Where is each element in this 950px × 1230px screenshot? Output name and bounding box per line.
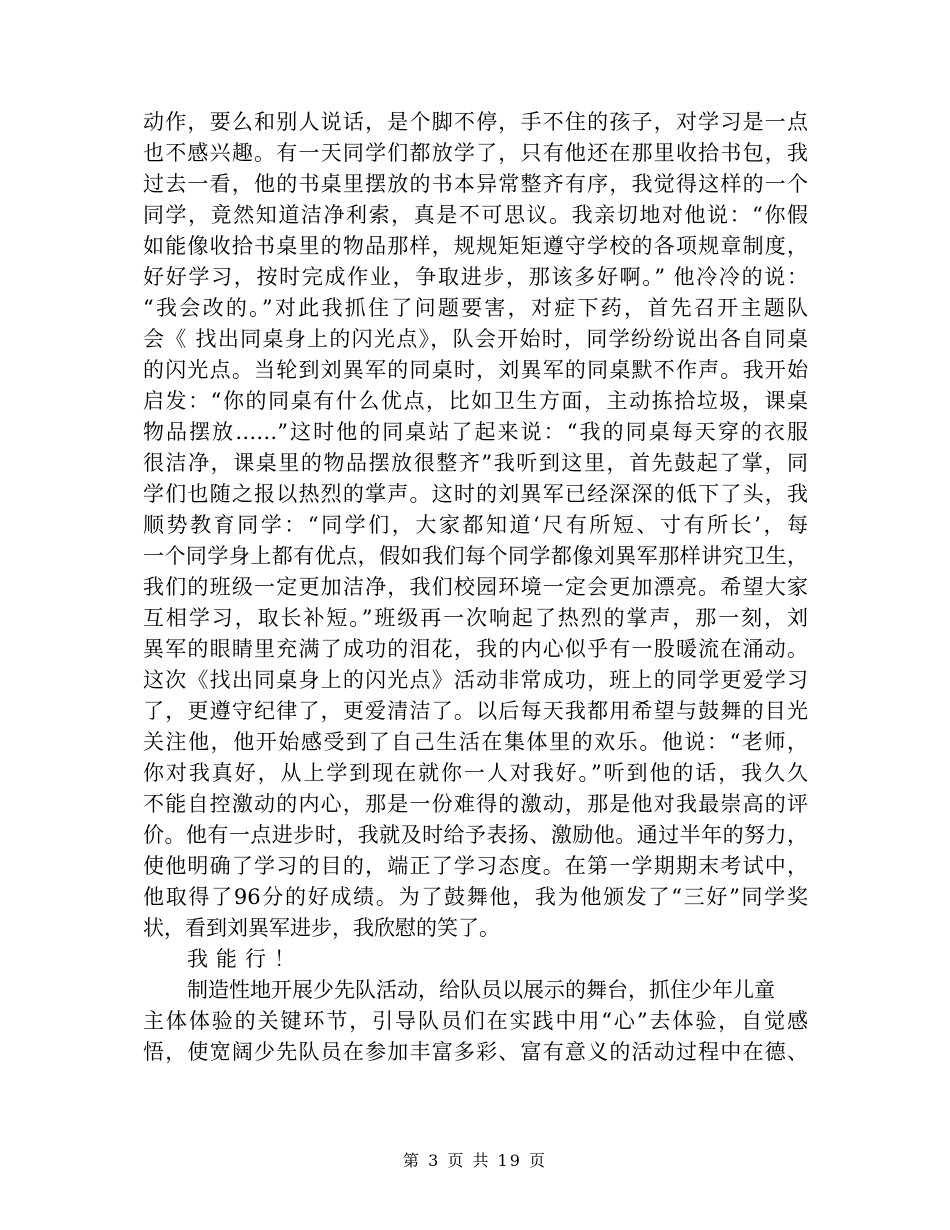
text-line: 也不感兴趣。有一天同学们都放学了，只有他还在那里收拾书包，我 (143, 141, 808, 165)
text-line: 很洁净，课桌里的物品摆放很整齐”我听到这里，首先鼓起了掌，同 (143, 451, 808, 475)
text-line: 这次《找出同桌身上的闪光点》活动非常成功，班上的同学更爱学习 (143, 668, 808, 692)
section-heading: 我能行！ (187, 947, 303, 971)
text-line: 他取得了96分的好成绩。为了鼓舞他，我为他颁发了“三好”同学奖 (143, 885, 808, 909)
text-line: 了，更遵守纪律了，更爱清洁了。以后每天我都用希望与鼓舞的目光 (143, 699, 808, 723)
text-line: 关注他，他开始感受到了自己生活在集体里的欢乐。他说：“老师， (143, 730, 808, 754)
text-line: 价。他有一点进步时，我就及时给予表扬、激励他。通过半年的努力， (143, 823, 808, 847)
text-line: 你对我真好，从上学到现在就你一人对我好。”听到他的话，我久久 (143, 761, 808, 785)
text-line: 不能自控激动的内心，那是一份难得的激动，那是他对我最崇高的评 (143, 792, 808, 816)
text-line: 同学，竟然知道洁净利索，真是不可思议。我亲切地对他说：“你假 (143, 203, 808, 227)
body-text (143, 107, 808, 1068)
text-line: 动作，要么和别人说话，是个脚不停，手不住的孩子，对学习是一点 (143, 110, 808, 134)
paragraph-first-line: 制造性地开展少先队活动，给队员以展示的舞台，抓住少年儿童 (187, 978, 775, 1002)
page-number-footer: 第 3 页 共 19 页 (403, 1151, 547, 1170)
text-line: 互相学习，取长补短。”班级再一次响起了热烈的掌声，那一刻，刘 (143, 606, 808, 630)
text-line: “我会改的。”对此我抓住了问题要害，对症下药，首先召开主题队 (143, 296, 808, 320)
text-line: 启发：“你的同桌有什么优点，比如卫生方面，主动拣拾垃圾，课桌 (143, 389, 808, 413)
text-line: 会《 找出同桌身上的闪光点》，队会开始时，同学纷纷说出各自同桌 (143, 327, 808, 351)
text-line: 如能像收拾书桌里的物品那样，规规矩矩遵守学校的各项规章制度， (143, 234, 808, 258)
text-line: 一个同学身上都有优点，假如我们每个同学都像刘異军那样讲究卫生， (143, 544, 808, 568)
text-line: 物品摆放……”这时他的同桌站了起来说：“我的同桌每天穿的衣服 (143, 420, 808, 444)
text-line: 使他明确了学习的目的，端正了学习态度。在第一学期期末考试中， (143, 854, 808, 878)
text-line: 状，看到刘異军进步，我欣慰的笑了。 (143, 916, 500, 940)
text-line: 好好学习，按时完成作业，争取进步，那该多好啊。” 他冷冷的说： (143, 265, 808, 289)
text-line: 过去一看，他的书桌里摆放的书本异常整齐有序，我觉得这样的一个 (143, 172, 808, 196)
text-line: 我们的班级一定更加洁净，我们校园环境一定会更加漂亮。希望大家 (143, 575, 808, 599)
text-line: 主体体验的关键环节，引导队员们在实践中用“心”去体验，自觉感 (143, 1009, 808, 1033)
text-line: 的闪光点。当轮到刘異军的同桌时，刘異军的同桌默不作声。我开始 (143, 358, 808, 382)
text-line: 悟，使宽阔少先队员在参加丰富多彩、富有意义的活动过程中在德、 (143, 1040, 808, 1064)
text-line: 顺势教育同学：“同学们，大家都知道‘尺有所短、寸有所长’，每 (143, 513, 808, 537)
text-line: 学们也随之报以热烈的掌声。这时的刘異军已经深深的低下了头，我 (143, 482, 808, 506)
text-line: 異军的眼睛里充满了成功的泪花，我的内心似乎有一股暖流在涌动。 (143, 637, 808, 661)
